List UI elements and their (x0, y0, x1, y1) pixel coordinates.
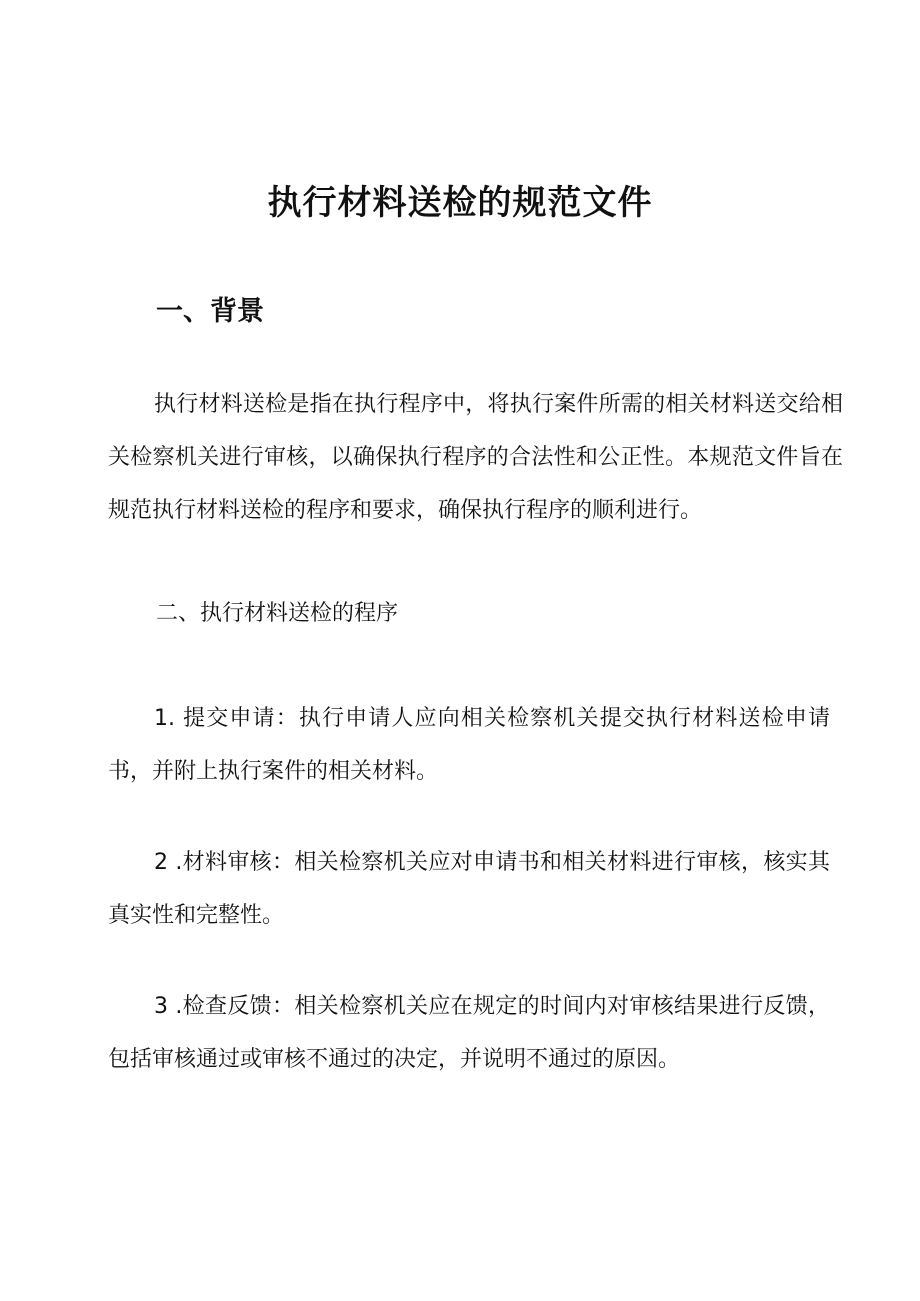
procedure-item-feedback: 3 .检查反馈：相关检察机关应在规定的时间内对审核结果进行反馈，包括审核通过或审核不通过的决定，并说明不通过的原因。 (108, 994, 830, 1072)
document-title: 执行材料送检的规范文件 (267, 183, 653, 223)
section-heading-procedure: 二、执行材料送检的程序 (156, 601, 399, 626)
background-paragraph: 执行材料送检是指在执行程序中，将执行案件所需的相关材料送交给相关检察机关进行审核，以确保执行程序的合法性和公正性。本规范文件旨在规范执行材料送检的程序和要求，确保执行程序的顺利进行。 (108, 392, 843, 523)
procedure-item-review: 2 .材料审核：相关检察机关应对申请书和相关材料进行审核，核实其真实性和完整性。 (108, 850, 830, 928)
section-heading-background: 一、背景 (156, 296, 264, 327)
procedure-item-submit: 1. 提交申请：执行申请人应向相关检察机关提交执行材料送检申请书，并附上执行案件的相关材料。 (108, 706, 830, 784)
